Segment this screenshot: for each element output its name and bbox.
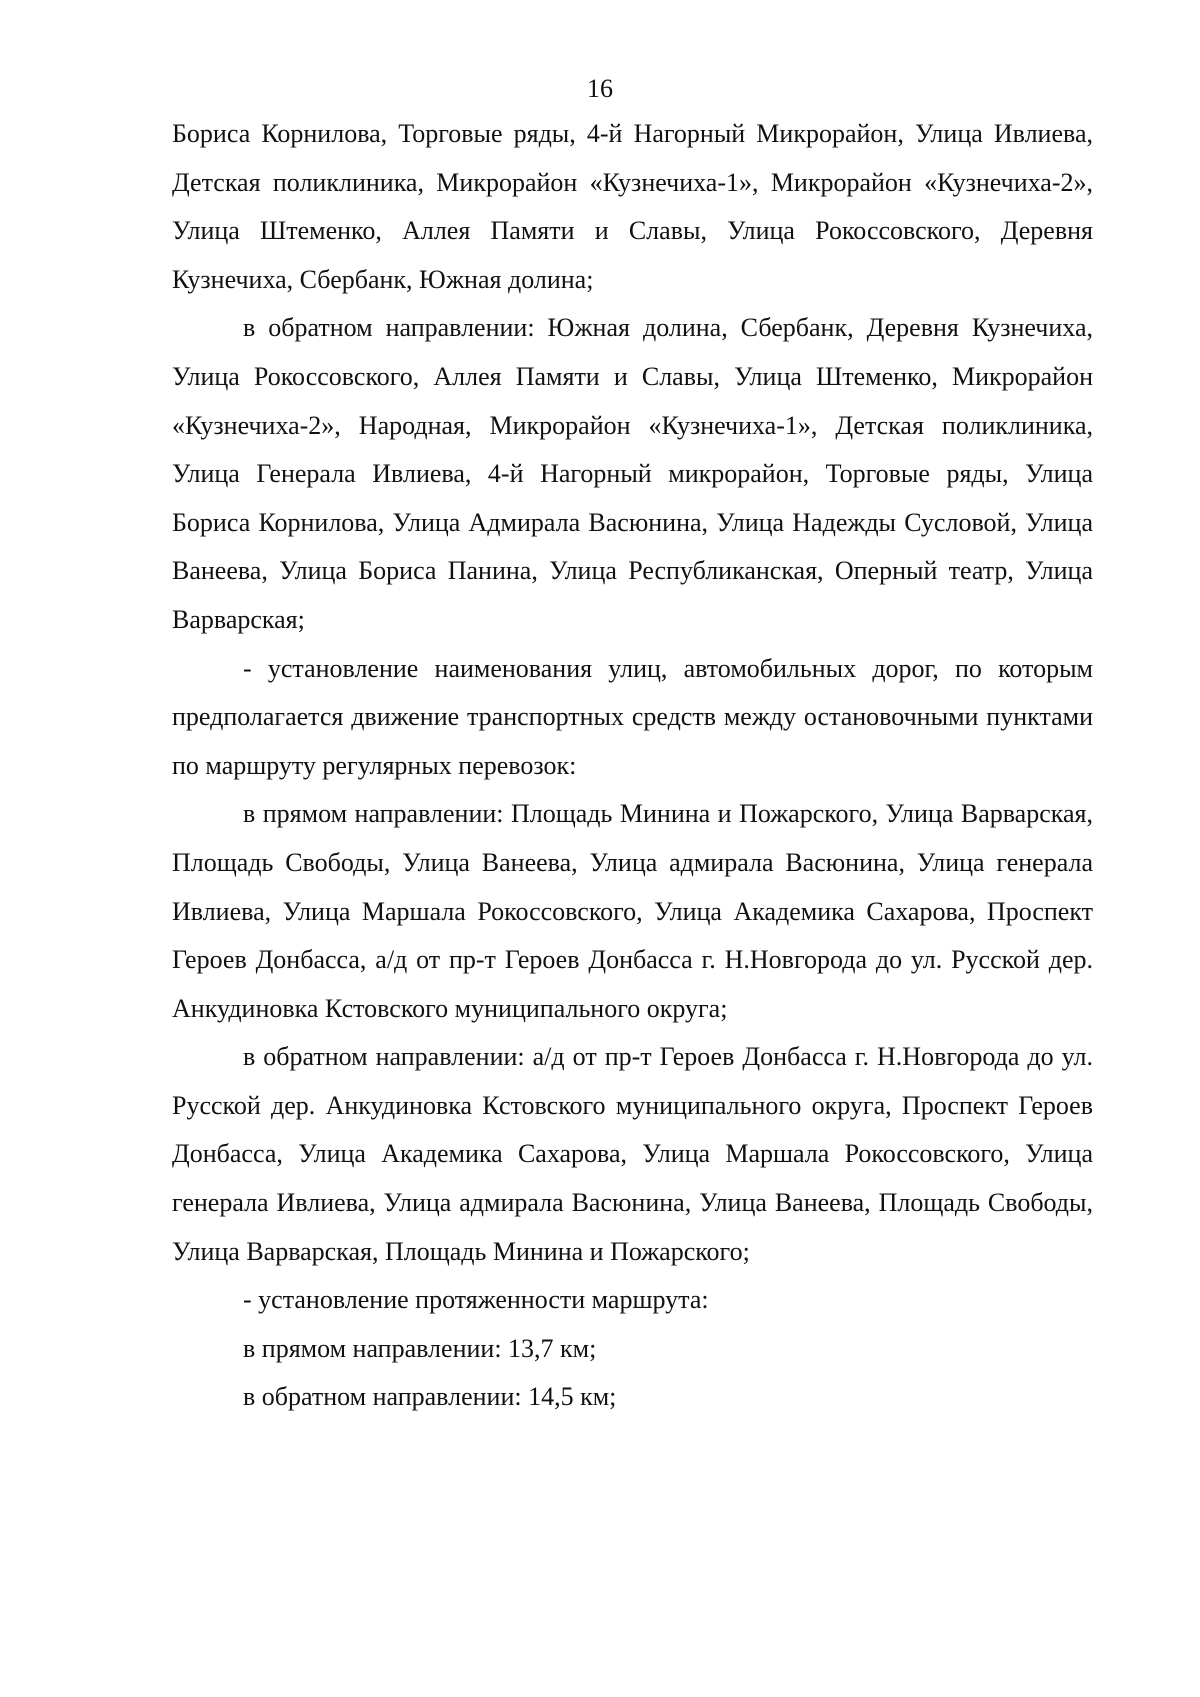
paragraph-reverse-length: в обратном направлении: 14,5 км; — [243, 1382, 617, 1412]
paragraph-route-length-heading: - установление протяженности маршрута: — [243, 1285, 709, 1315]
page-number: 16 — [587, 74, 613, 103]
paragraph-streets-heading: - установление наименования улиц, автомобильных дорог, по которым предполагается движение транспортных средств между остановочными пунктами по маршруту регулярных перевозок: — [172, 653, 1093, 780]
document-body — [172, 110, 1093, 1422]
paragraph-forward-length: в прямом направлении: 13,7 км; — [243, 1333, 597, 1363]
paragraph-route-continuation: Бориса Корнилова, Торговые ряды, 4-й Нагорный Микрорайон, Улица Ивлиева, Детская поликлиника, Микрорайон «Кузнечиха-1», Микрорайон «Кузнечиха-2», Улица Штеменко, Аллея Памяти и Славы, Улица Рокоссовского, Деревня Кузнечиха, Сбербанк, Южная долина; — [172, 119, 1093, 294]
paragraph-reverse-stops: в обратном направлении: Южная долина, Сбербанк, Деревня Кузнечиха, Улица Рокоссовского, Аллея Памяти и Славы, Улица Штеменко, Микрорайон «Кузнечиха-2», Народная, Микрорайон «Кузнечиха-1», Детская поликлиника, Улица Генерала Ивлиева, 4-й Нагорный микрорайон, Торговые ряды, Улица Бориса Корнилова, Улица Адмирала Васюнина, Улица Надежды Сусловой, Улица Ванеева, Улица Бориса Панина, Улица Республиканская, Оперный театр, Улица Варварская; — [172, 313, 1093, 634]
paragraph-forward-streets: в прямом направлении: Площадь Минина и Пожарского, Улица Варварская, Площадь Свободы, Улица Ванеева, Улица адмирала Васюнина, Улица генерала Ивлиева, Улица Маршала Рокоссовского, Улица Академика Сахарова, Проспект Героев Донбасса, а/д от пр-т Героев Донбасса г. Н.Новгорода до ул. Русской дер. Анкудиновка Кстовского муниципального округа; — [172, 799, 1093, 1023]
paragraph-reverse-streets: в обратном направлении: а/д от пр-т Героев Донбасса г. Н.Новгорода до ул. Русской дер. Анкудиновка Кстовского муниципального округа, Проспект Героев Донбасса, Улица Академика Сахарова, Улица Маршала Рокоссовского, Улица генерала Ивлиева, Улица адмирала Васюнина, Улица Ванеева, Площадь Свободы, Улица Варварская, Площадь Минина и Пожарского; — [172, 1042, 1093, 1266]
